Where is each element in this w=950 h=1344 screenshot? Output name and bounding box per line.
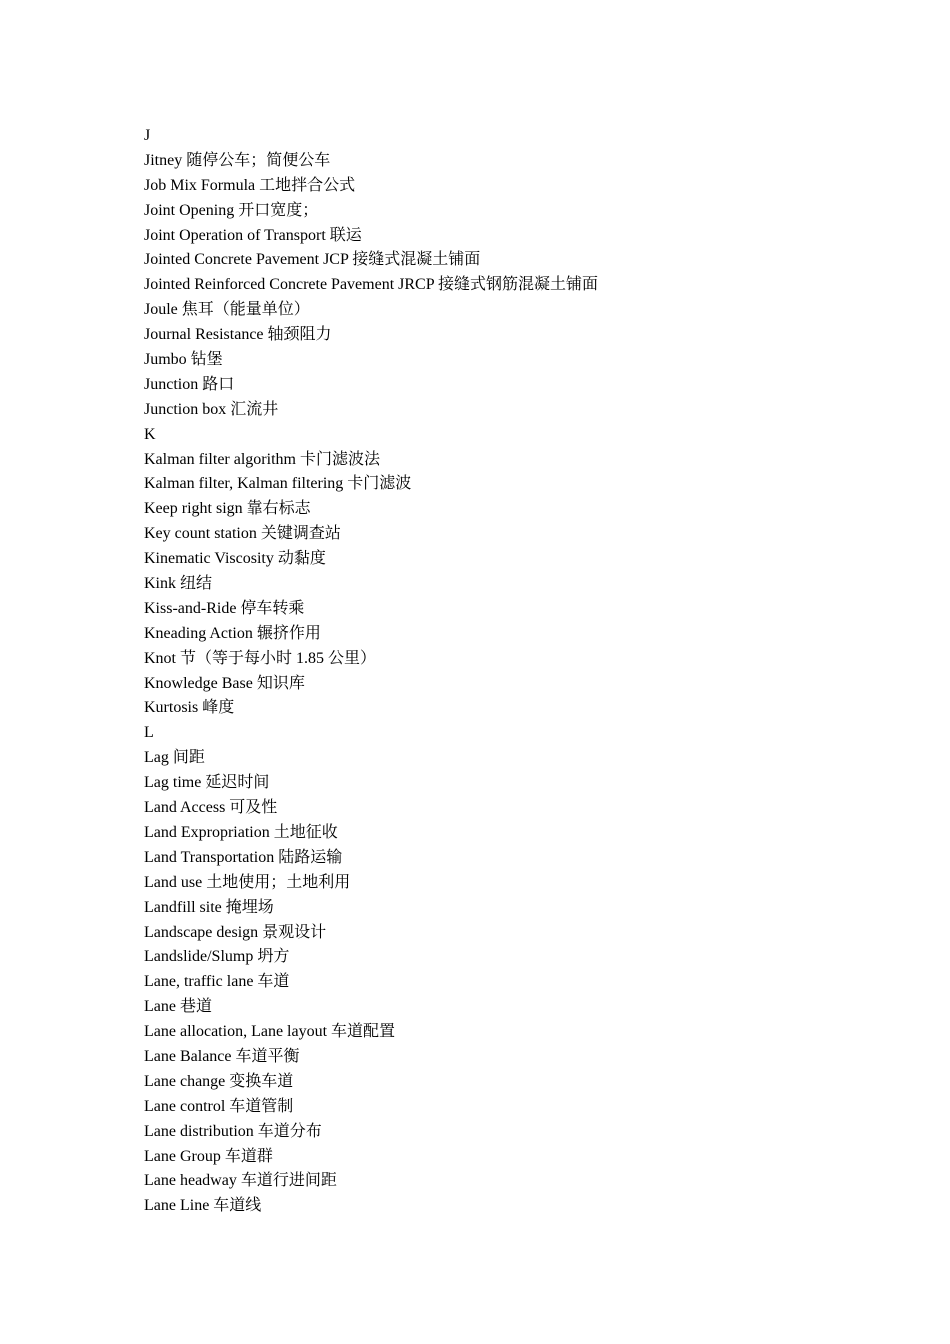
glossary-entry: Junction box 汇流井	[144, 400, 279, 418]
glossary-entry: Land Access 可及性	[144, 799, 278, 817]
glossary-entry: Land Transportation 陆路运输	[144, 848, 343, 866]
glossary-entry: Lag 间距	[144, 749, 205, 767]
glossary-entry: Lane headway 车道行进间距	[144, 1172, 337, 1190]
glossary-entry: Kiss-and-Ride 停车转乘	[144, 599, 305, 617]
glossary-entry: Knowledge Base 知识库	[144, 674, 305, 692]
glossary-entry: Jointed Reinforced Concrete Pavement JRCP 接缝式钢筋混凝土铺面	[144, 276, 599, 294]
glossary-entry: Lane allocation, Lane layout 车道配置	[144, 1023, 396, 1041]
glossary-entry: Journal Resistance 轴颈阻力	[144, 326, 332, 344]
glossary-entry: Joint Opening 开口宽度；	[144, 201, 319, 219]
glossary-entry: Land Expropriation 土地征收	[144, 823, 338, 841]
glossary-entry: Lane Group 车道群	[144, 1147, 273, 1165]
glossary-entry: Kinematic Viscosity 动黏度	[144, 550, 326, 568]
section-letter: L	[144, 724, 154, 742]
glossary-entry: Lane change 变换车道	[144, 1072, 294, 1090]
glossary-entry: Key count station 关键调查站	[144, 525, 341, 543]
glossary-entry: Joint Operation of Transport 联运	[144, 226, 362, 244]
glossary-entry: Junction 路口	[144, 375, 235, 393]
glossary-entry: Landslide/Slump 坍方	[144, 948, 290, 966]
glossary-entry: Jitney 随停公车；简便公车	[144, 151, 331, 169]
section-letter: K	[144, 425, 156, 443]
glossary-entry: Knot 节（等于每小时 1.85 公里）	[144, 649, 377, 667]
glossary-entry: Lane Balance 车道平衡	[144, 1047, 300, 1065]
glossary-entry: Kalman filter algorithm 卡门滤波法	[144, 450, 380, 468]
glossary-entry: Landfill site 掩埋场	[144, 898, 274, 916]
glossary-entry: Lane Line 车道线	[144, 1197, 262, 1215]
glossary-list	[144, 124, 598, 1219]
glossary-entry: Landscape design 景观设计	[144, 923, 327, 941]
glossary-entry: Lane distribution 车道分布	[144, 1122, 322, 1140]
glossary-entry: Kalman filter, Kalman filtering 卡门滤波	[144, 475, 412, 493]
section-letter: J	[144, 127, 151, 144]
glossary-entry: Kink 纽结	[144, 575, 213, 593]
glossary-entry: Lag time 延迟时间	[144, 774, 270, 792]
glossary-entry: Lane, traffic lane 车道	[144, 973, 290, 991]
glossary-entry: Kneading Action 辗挤作用	[144, 624, 321, 642]
glossary-entry: Kurtosis 峰度	[144, 699, 235, 717]
glossary-entry: Jumbo 钻堡	[144, 351, 223, 369]
glossary-entry: Lane control 车道管制	[144, 1097, 294, 1115]
glossary-entry: Lane 巷道	[144, 998, 212, 1016]
glossary-entry: Land use 土地使用；土地利用	[144, 873, 351, 891]
glossary-entry: Job Mix Formula 工地拌合公式	[144, 176, 356, 194]
glossary-entry: Keep right sign 靠右标志	[144, 500, 311, 518]
glossary-entry: Jointed Concrete Pavement JCP 接缝式混凝土铺面	[144, 251, 481, 269]
glossary-entry: Joule 焦耳（能量单位）	[144, 301, 310, 319]
